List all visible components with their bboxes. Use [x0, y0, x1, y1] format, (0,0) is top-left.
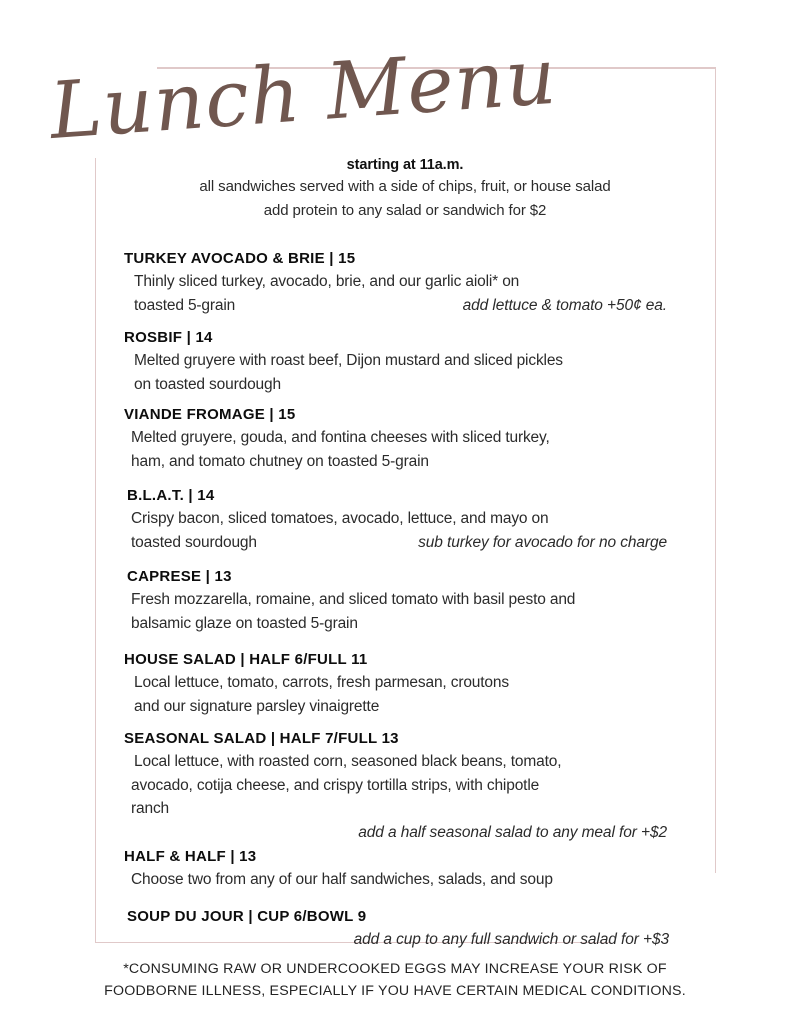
item-description-line: Local lettuce, tomato, carrots, fresh parmesan, croutons — [134, 674, 509, 691]
item-description-line: ranch — [131, 800, 170, 817]
item-description-line: Crispy bacon, sliced tomatoes, avocado, lettuce, and mayo on — [131, 510, 549, 527]
menu-item-caprese — [95, 566, 715, 635]
item-note: add a half seasonal salad to any meal for +$2 — [358, 823, 667, 841]
menu-item-house-salad — [95, 649, 715, 718]
starting-time-label: starting at 11a.m. — [346, 157, 464, 173]
menu-title-text: Lunch Menu — [47, 31, 560, 157]
item-description-line: balsamic glaze on toasted 5-grain — [131, 614, 358, 632]
item-description-line: and our signature parsley vinaigrette — [134, 697, 380, 715]
item-note: sub turkey for avocado for no charge — [418, 533, 667, 551]
item-description-line: avocado, cotija cheese, and crispy tortilla strips, with chipotle — [131, 776, 540, 794]
item-name: ROSBIF | 14 — [124, 329, 213, 346]
item-description-text: toasted 5-grain — [134, 296, 236, 314]
item-description-line: ham, and tomato chutney on toasted 5-grain — [131, 452, 429, 470]
menu-item-soup-du-jour — [95, 906, 715, 952]
menu-item-blat — [95, 485, 715, 554]
menu-header — [95, 155, 715, 223]
item-note-row — [95, 821, 715, 845]
item-note: add a cup to any full sandwich or salad for +$3 — [353, 930, 669, 948]
menu-item-seasonal-salad — [95, 728, 715, 844]
item-description-line: Local lettuce, with roasted corn, seasoned black beans, tomato, — [134, 753, 562, 770]
item-description-line: Thinly sliced turkey, avocado, brie, and our garlic aioli* on — [134, 273, 520, 290]
add-protein-note: add protein to any salad or sandwich for $2 — [263, 202, 547, 219]
menu-title — [47, 31, 560, 158]
item-description-line: Melted gruyere with roast beef, Dijon mustard and sliced pickles — [134, 352, 563, 369]
item-name: HOUSE SALAD | HALF 6/FULL 11 — [124, 651, 368, 668]
item-description-line — [95, 531, 715, 555]
item-description-line: Choose two from any of our half sandwiches, salads, and soup — [131, 871, 553, 888]
item-description-line: Fresh mozzarella, romaine, and sliced tomato with basil pesto and — [131, 591, 576, 608]
menu-item-viande-fromage — [95, 404, 715, 473]
item-note-row — [95, 928, 715, 952]
footer-line-2: FOODBORNE ILLNESS, ESPECIALLY IF YOU HAVE CERTAIN MEDICAL CONDITIONS. — [104, 983, 686, 999]
item-description-text: toasted sourdough — [131, 533, 257, 551]
menu-items-list — [95, 248, 715, 951]
menu-item-rosbif — [95, 327, 715, 396]
item-description-line — [95, 294, 715, 318]
item-name: HALF & HALF | 13 — [124, 848, 257, 865]
item-name: SEASONAL SALAD | HALF 7/FULL 13 — [124, 730, 399, 747]
item-note: add lettuce & tomato +50¢ ea. — [462, 296, 667, 314]
item-description-line: on toasted sourdough — [134, 375, 281, 393]
item-description-line: Melted gruyere, gouda, and fontina cheeses with sliced turkey, — [131, 429, 550, 446]
item-name: VIANDE FROMAGE | 15 — [124, 406, 296, 423]
item-name: TURKEY AVOCADO & BRIE | 15 — [124, 250, 356, 267]
item-name: CAPRESE | 13 — [127, 568, 232, 585]
menu-footer-disclaimer — [45, 958, 745, 1002]
sandwich-sides-note: all sandwiches served with a side of chips, fruit, or house salad — [199, 178, 611, 195]
footer-line-1: *CONSUMING RAW OR UNDERCOOKED EGGS MAY INCREASE YOUR RISK OF — [123, 961, 667, 977]
item-name: SOUP DU JOUR | CUP 6/BOWL 9 — [127, 907, 367, 925]
item-name: B.L.A.T. | 14 — [127, 487, 215, 504]
menu-item-turkey-avocado-brie — [95, 248, 715, 317]
menu-item-half-and-half — [95, 846, 715, 892]
